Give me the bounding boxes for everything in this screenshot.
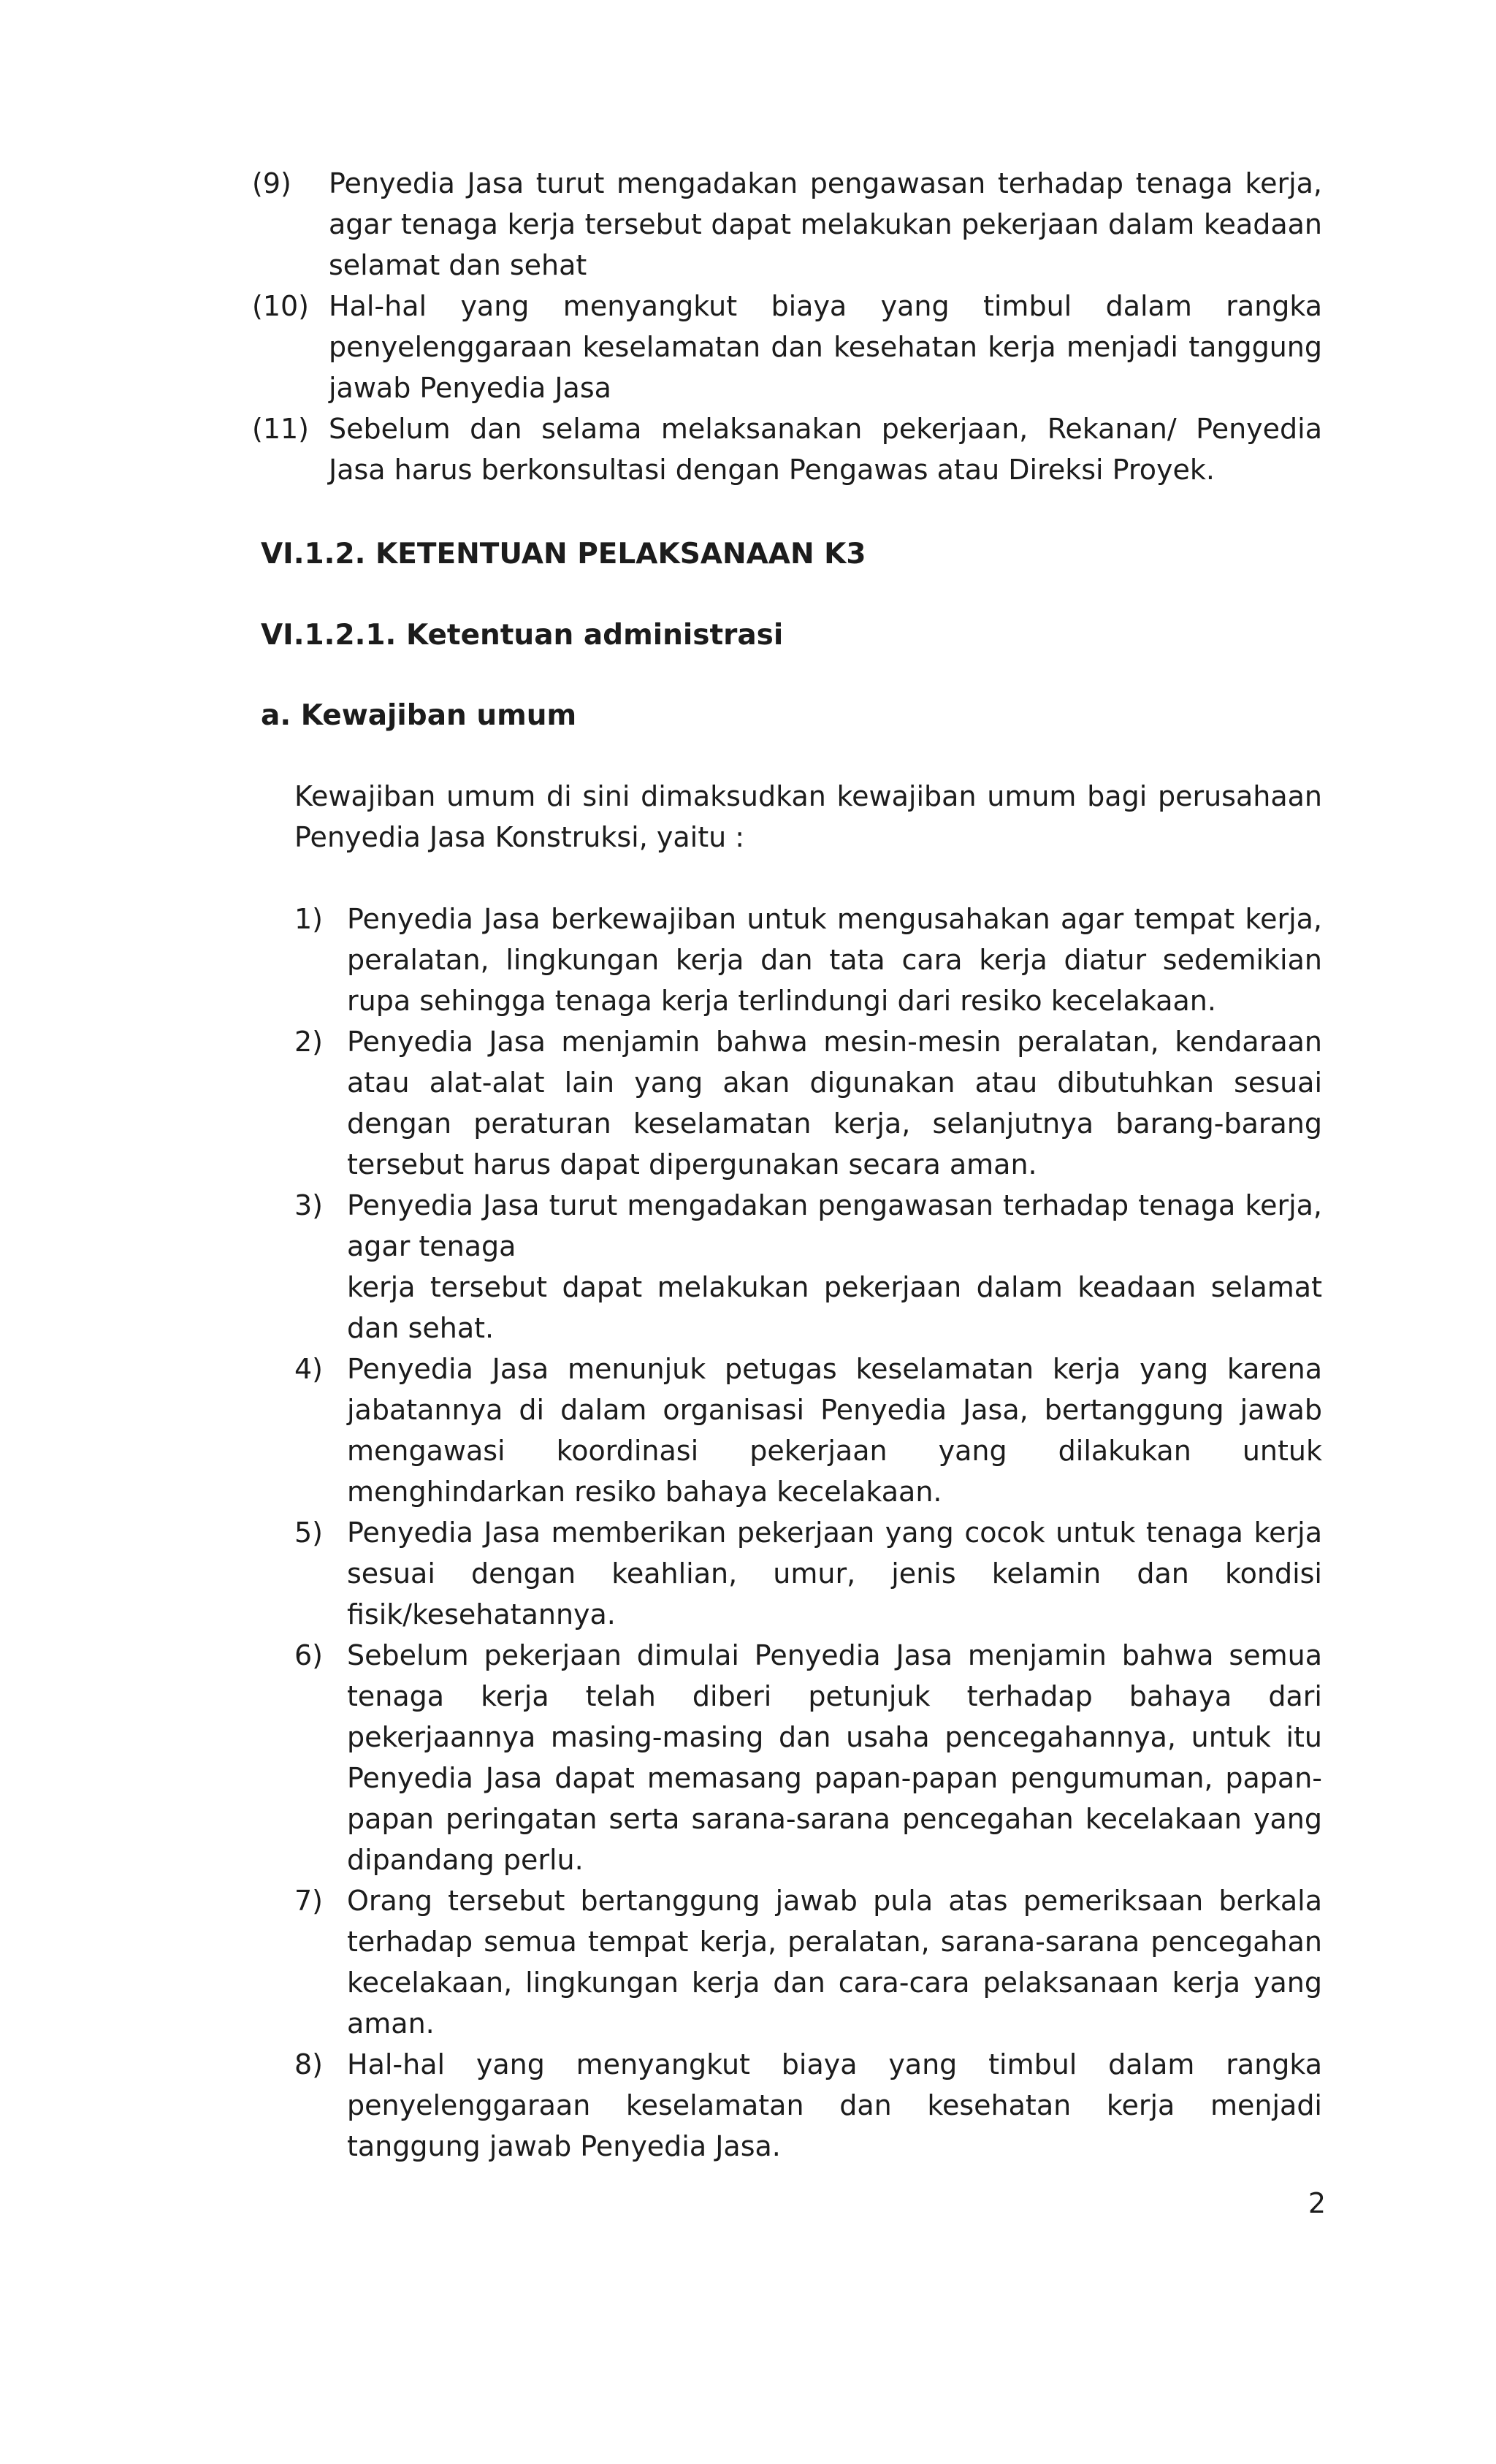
list-item bbox=[252, 408, 1322, 490]
list-number: 1) bbox=[294, 903, 324, 935]
list-item bbox=[294, 1635, 1322, 1880]
section-heading: VI.1.2. KETENTUAN PELAKSANAAN K3 bbox=[261, 538, 866, 571]
list-item bbox=[252, 286, 1322, 408]
list-text: Sebelum dan selama melaksanakan pekerjaan, Rekanan/ Penyedia Jasa harus berkonsultasi dengan Pengawas atau Direksi Proyek. bbox=[329, 413, 1322, 486]
list-item bbox=[294, 1880, 1322, 2044]
list-number: 7) bbox=[294, 1885, 324, 1917]
list-text: Penyedia Jasa memberikan pekerjaan yang cocok untuk tenaga kerja sesuai dengan keahlian, umur, jenis kelamin dan kondisi fisik/kesehatannya. bbox=[347, 1517, 1322, 1630]
list-number: 5) bbox=[294, 1517, 324, 1549]
list-number: 6) bbox=[294, 1639, 324, 1671]
list-text: Penyedia Jasa turut mengadakan pengawasan terhadap tenaga kerja, agar tenaga kerja tersebut dapat melakukan pekerjaan dalam keadaan selamat dan sehat bbox=[329, 167, 1322, 281]
subsection-heading: VI.1.2.1. Ketentuan administrasi bbox=[261, 619, 784, 652]
obligations-list bbox=[294, 899, 1322, 2167]
list-text: Penyedia Jasa menunjuk petugas keselamatan kerja yang karena jabatannya di dalam organisasi Penyedia Jasa, bertanggung jawab mengawasi koordinasi pekerjaan yang dilakukan untuk menghindarkan resiko bahaya kecelakaan. bbox=[347, 1353, 1322, 1508]
list-number: 8) bbox=[294, 2048, 324, 2080]
list-text: Hal-hal yang menyangkut biaya yang timbul dalam rangka penyelenggaraan keselamatan dan kesehatan kerja menjadi tanggung jawab Penyedia Jasa. bbox=[347, 2048, 1322, 2162]
list-item bbox=[294, 2044, 1322, 2167]
list-text: Orang tersebut bertanggung jawab pula atas pemeriksaan berkala terhadap semua tempat kerja, peralatan, sarana-sarana pencegahan kecelakaan, lingkungan kerja dan cara-cara pelaksanaan kerja yang aman. bbox=[347, 1885, 1322, 2040]
list-text: Hal-hal yang menyangkut biaya yang timbul dalam rangka penyelenggaraan keselamatan dan kesehatan kerja menjadi tanggung jawab Penyedia Jasa bbox=[329, 290, 1322, 404]
list-item bbox=[294, 1512, 1322, 1635]
list-number: (10) bbox=[252, 290, 310, 322]
list-item bbox=[294, 1349, 1322, 1512]
list-text: Sebelum pekerjaan dimulai Penyedia Jasa menjamin bahwa semua tenaga kerja telah diberi petunjuk terhadap bahaya dari pekerjaannya masing-masing dan usaha pencegahannya, untuk itu Penyedia Jasa dapat memasang papan-papan pengumuman, papan-papan peringatan serta sarana-sarana pencegahan kecelakaan yang dipandang perlu. bbox=[347, 1639, 1322, 1876]
list-item bbox=[252, 163, 1322, 286]
list-item bbox=[294, 899, 1322, 1021]
list-number: (9) bbox=[252, 167, 291, 199]
list-number: 4) bbox=[294, 1353, 324, 1385]
continued-list bbox=[252, 163, 1322, 490]
list-text: Penyedia Jasa menjamin bahwa mesin-mesin peralatan, kendaraan atau alat-alat lain yang akan digunakan atau dibutuhkan sesuai dengan peraturan keselamatan kerja, selanjutnya barang-barang tersebut harus dapat dipergunakan secara aman. bbox=[347, 1026, 1322, 1180]
list-item bbox=[294, 1185, 1322, 1349]
subsubsection-heading: a. Kewajiban umum bbox=[261, 699, 577, 732]
list-text: Penyedia Jasa berkewajiban untuk mengusahakan agar tempat kerja, peralatan, lingkungan kerja dan tata cara kerja diatur sedemikian rupa sehingga tenaga kerja terlindungi dari resiko kecelakaan. bbox=[347, 903, 1322, 1017]
list-text: Penyedia Jasa turut mengadakan pengawasan terhadap tenaga kerja, agar tenaga bbox=[347, 1189, 1322, 1262]
list-text-continuation: kerja tersebut dapat melakukan pekerjaan dalam keadaan selamat dan sehat. bbox=[347, 1271, 1322, 1344]
list-number: (11) bbox=[252, 413, 310, 445]
page-number: 2 bbox=[1308, 2187, 1326, 2219]
list-number: 2) bbox=[294, 1026, 324, 1058]
list-item bbox=[294, 1021, 1322, 1185]
intro-paragraph: Kewajiban umum di sini dimaksudkan kewajiban umum bagi perusahaan Penyedia Jasa Konstruksi, yaitu : bbox=[294, 780, 1322, 853]
list-number: 3) bbox=[294, 1189, 324, 1221]
